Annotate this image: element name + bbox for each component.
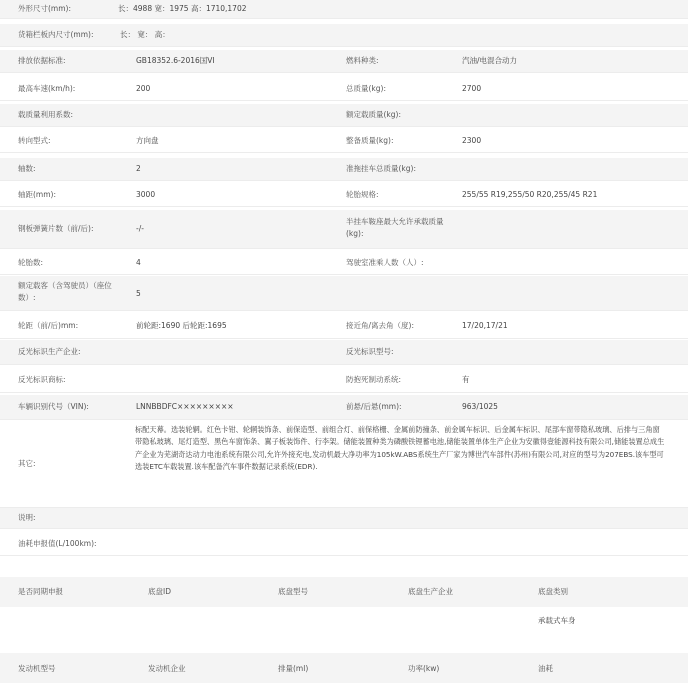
label-cab-seats: 驾驶室准乘人数（人）:	[346, 258, 424, 267]
label-notes: 说明:	[18, 513, 36, 522]
row-fuel	[0, 533, 688, 556]
row-emission	[0, 50, 688, 73]
label-abs: 防抱死制动系统:	[346, 375, 402, 384]
label-wheelbase: 轴距(mm):	[18, 190, 56, 199]
label-other: 其它:	[18, 459, 36, 468]
value-gross-mass: 2700	[462, 84, 482, 93]
value-axles: 2	[136, 164, 141, 173]
label-approach-angle: 接近角/离去角（度):	[346, 321, 414, 330]
row-dimensions	[0, 0, 688, 19]
header-power: 功率(kw)	[408, 664, 440, 673]
header-displacement: 排量(ml)	[278, 664, 309, 673]
row-load-util	[0, 104, 688, 127]
row-track	[0, 314, 688, 339]
label-dimensions: 外形尺寸(mm):	[18, 4, 71, 13]
value-curb-mass: 2300	[462, 136, 482, 145]
label-overhang: 前悬/后悬(mm):	[346, 402, 402, 411]
label-reflector-maker: 反光标识生产企业:	[18, 347, 81, 356]
label-gross-mass: 总质量(kg):	[346, 84, 386, 93]
label-curb-mass: 整备质量(kg):	[346, 136, 394, 145]
label-tire-spec: 轮胎规格:	[346, 190, 379, 199]
label-track: 轮距（前/后)mm:	[18, 321, 79, 330]
label-rated-load: 额定载质量(kg):	[346, 110, 401, 119]
row-tires	[0, 252, 688, 275]
value-abs: 有	[462, 375, 470, 384]
value-steering: 方向盘	[136, 136, 159, 145]
value-other: 标配天幕。选装轮辋。红色卡钳、轮辋装饰条、前保造型、前组合灯、前保格栅、金属前防撞条、前金属车标识、后金属车标识、尾部车窗带隐私玻璃、后排与三角窗带隐私玻璃、尾灯造型、黑色车窗饰条、翼子板装饰件、行李架。储能装置种类为磷酸铁锂蓄电池,储能装置单体生产企业为安徽得壹能源科技有限公司,储能装置总成生产企业为芜湖奇达动力电池系统有限公司,允许外接充电,发动机最大净功率为105kW.ABS系统生产厂家为博世汽车部件(苏州)有限公司,对应的型号为207EBS.该车型可选装ETC车载装置.该车配备汽车事件数据记录系统(EDR).	[135, 425, 665, 471]
value-track: 前轮距:1690 后轮距:1695	[136, 321, 227, 330]
label-axles: 轴数:	[18, 164, 36, 173]
label-fuel-type: 燃料种类:	[346, 56, 379, 65]
header-chassis-id: 底盘ID	[148, 587, 171, 596]
label-springs: 钢板弹簧片数（前/后):	[18, 224, 94, 233]
row-reflector-brand	[0, 368, 688, 393]
row-other	[0, 421, 688, 508]
row-seats	[0, 276, 688, 311]
chassis-header-row	[0, 577, 688, 607]
row-speed	[0, 78, 688, 101]
value-speed: 200	[136, 84, 151, 93]
value-fuel-type: 汽油/电混合动力	[462, 56, 518, 65]
value-tire-spec: 255/55 R19,255/50 R20,255/45 R21	[462, 190, 598, 199]
row-reflector-maker	[0, 340, 688, 365]
label-fuel-consumption: 油耗申报值(L/100km):	[18, 539, 97, 548]
value-vin: LNNBBDFC×××××××××	[136, 402, 234, 411]
value-overhang: 963/1025	[462, 402, 498, 411]
header-engine-model: 发动机型号	[18, 664, 56, 673]
header-chassis-maker: 底盘生产企业	[408, 587, 453, 596]
row-axles	[0, 158, 688, 181]
value-cargo: 长： 宽： 高：	[120, 30, 170, 39]
row-wheelbase	[0, 184, 688, 207]
value-seats: 5	[136, 289, 141, 298]
label-trailer-mass: 准拖挂车总质量(kg):	[346, 164, 416, 173]
value-emission: GB18352.6-2016国VI	[136, 56, 215, 65]
label-tire-count: 轮胎数:	[18, 258, 44, 267]
label-load-util: 载质量利用系数:	[18, 110, 74, 119]
value-springs: -/-	[136, 224, 144, 233]
row-steering	[0, 130, 688, 153]
value-wheelbase: 3000	[136, 190, 156, 199]
label-emission: 排放依据标准:	[18, 56, 66, 65]
label-vin: 车辆识别代号（VIN):	[18, 402, 89, 411]
engine-header-row	[0, 653, 688, 683]
label-speed: 最高车速(km/h):	[18, 84, 76, 93]
header-concurrent: 是否同期申报	[18, 587, 63, 596]
chassis-data-row	[0, 607, 688, 635]
label-seats: 额定载客（含驾驶员）（座位数）:	[18, 281, 112, 302]
value-dimensions: 长：4988 宽：1975 高：1710,1702	[118, 4, 247, 13]
label-reflector-model: 反光标识型号:	[346, 347, 394, 356]
header-consumption: 油耗	[538, 664, 553, 673]
header-chassis-model: 底盘型号	[278, 587, 308, 596]
header-engine-maker: 发动机企业	[148, 664, 186, 673]
header-chassis-type: 底盘类别	[538, 587, 568, 596]
value-body-type: 承载式车身	[538, 616, 576, 625]
label-steering: 转向型式:	[18, 136, 51, 145]
label-cargo: 货箱栏板内尺寸(mm):	[18, 30, 94, 39]
row-springs	[0, 210, 688, 249]
label-saddle-load: 半挂车鞍座最大允许承载质量(kg):	[346, 217, 444, 238]
value-approach-angle: 17/20,17/21	[462, 321, 508, 330]
row-notes	[0, 508, 688, 529]
row-vin	[0, 395, 688, 420]
value-tire-count: 4	[136, 258, 141, 267]
label-reflector-brand: 反光标识商标:	[18, 375, 66, 384]
row-cargo	[0, 24, 688, 47]
